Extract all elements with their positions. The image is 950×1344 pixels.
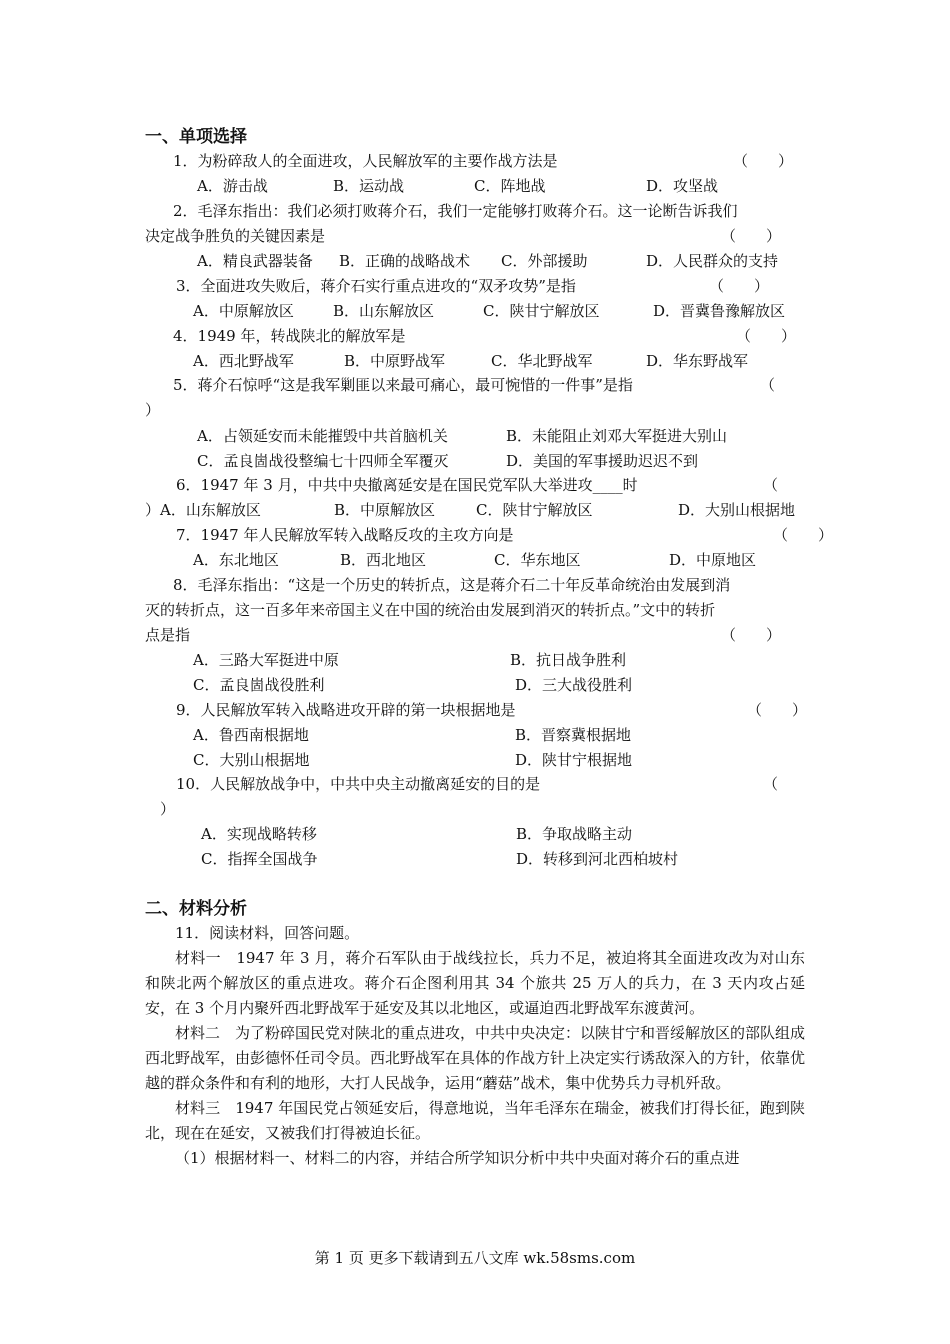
q10-option-c: C．指挥全国战争: [201, 850, 318, 868]
q7-option-a: A．东北地区: [193, 551, 279, 569]
q11-subquestion-1: （1）根据材料一、材料二的内容，并结合所学知识分析中共中央面对蒋介石的重点进: [175, 1149, 740, 1167]
q5-option-d: D．美国的军事援助迟迟不到: [506, 452, 699, 470]
q8-stem-line2: 灭的转折点，这一百多年来帝国主义在中国的统治由发展到消灭的转折点。”文中的转折: [145, 601, 716, 619]
q9-bracket: （ ）: [747, 701, 808, 719]
q5-stem: 5．蒋介石惊呼“这是我军剿匪以来最可痛心，最可惋惜的一件事”是指: [173, 376, 633, 394]
q10-option-a: A．实现战略转移: [201, 825, 317, 843]
q3-option-b: B．山东解放区: [333, 302, 435, 320]
q10-bracket-close: ）: [160, 800, 176, 818]
q4-option-a: A．西北野战军: [193, 352, 294, 370]
q8-option-b: B．抗日战争胜利: [510, 651, 627, 669]
q1-option-c: C．阵地战: [474, 177, 546, 195]
q6-bracket-close: ）: [145, 501, 161, 519]
q1-option-b: B．运动战: [333, 177, 405, 195]
q8-bracket: （ ）: [721, 626, 782, 644]
q3-stem: 3．全面进攻失败后，蒋介石实行重点进攻的“双矛攻势”是指: [176, 277, 576, 295]
q5-bracket-open: （: [760, 376, 776, 394]
q2-option-c: C．外部援助: [501, 252, 588, 270]
q5-option-c: C．孟良崮战役整编七十四师全军覆灭: [197, 452, 449, 470]
q10-option-d: D．转移到河北西柏坡村: [516, 850, 679, 868]
q8-option-a: A．三路大军挺进中原: [193, 651, 339, 669]
material-2: 材料二 为了粉碎国民党对陕北的重点进攻，中共中央决定：以陕甘宁和晋绥解放区的部队组成西北野战军，由彭德怀任司令员。西北野战军在具体的作战方针上决定实行诱敌深入的方针，依靠优越的群众条件和有利的地形，大打人民战争，运用“蘑菇”战术，集中优势兵力寻机歼敌。: [145, 1024, 806, 1092]
q7-option-b: B．西北地区: [340, 551, 427, 569]
q2-option-a: A．精良武器装备: [197, 252, 313, 270]
q10-option-b: B．争取战略主动: [516, 825, 633, 843]
q2-option-b: B．正确的战略战术: [339, 252, 471, 270]
q9-option-b: B．晋察冀根据地: [515, 726, 632, 744]
q2-bracket: （ ）: [721, 227, 782, 245]
q5-bracket-close: ）: [145, 401, 161, 419]
q8-option-d: D．三大战役胜利: [515, 676, 633, 694]
q6-option-c: C．陕甘宁解放区: [476, 501, 593, 519]
q6-bracket-open: （: [763, 476, 779, 494]
q4-bracket: （ ）: [736, 327, 797, 345]
q8-stem-line3: 点是指: [145, 626, 191, 644]
q11-intro: 11．阅读材料，回答问题。: [175, 924, 360, 942]
q1-bracket: （ ）: [733, 152, 794, 170]
page-footer: 第 1 页 更多下载请到五八文库 wk.58sms.com: [314, 1249, 636, 1267]
material-3: 材料三 1947 年国民党占领延安后，得意地说，当年毛泽东在瑞金，被我们打得长征，跑到陕北，现在在延安，又被我们打得被迫长征。: [145, 1099, 805, 1142]
q1-option-a: A．游击战: [197, 177, 268, 195]
q5-option-a: A．占领延安而未能摧毁中共首脑机关: [197, 427, 448, 445]
q2-stem: 2．毛泽东指出：我们必须打败蒋介石，我们一定能够打败蒋介石。这一论断告诉我们: [173, 202, 738, 220]
q3-option-a: A．中原解放区: [193, 302, 294, 320]
q8-stem: 8．毛泽东指出：“这是一个历史的转折点，这是蒋介石二十年反革命统治由发展到消: [173, 576, 731, 594]
section-2-heading: 二、材料分析: [145, 899, 247, 919]
q4-option-c: C．华北野战军: [491, 352, 593, 370]
q9-option-a: A．鲁西南根据地: [193, 726, 309, 744]
q10-stem: 10．人民解放战争中，中共中央主动撤离延安的目的是: [176, 775, 541, 793]
section-1-heading: 一、单项选择: [145, 127, 247, 147]
q6-option-d: D．大别山根据地: [678, 501, 796, 519]
q1-option-d: D．攻坚战: [646, 177, 719, 195]
q10-bracket-open: （: [763, 775, 779, 793]
q3-bracket: （ ）: [709, 277, 770, 295]
q8-option-c: C．孟良崮战役胜利: [193, 676, 325, 694]
q3-option-d: D．晋冀鲁豫解放区: [653, 302, 786, 320]
q7-option-c: C．华东地区: [494, 551, 581, 569]
q2-stem-line2: 决定战争胜负的关键因素是: [145, 227, 326, 245]
q11-block: [145, 921, 805, 1171]
material-1: 材料一 1947 年 3 月，蒋介石军队由于战线拉长，兵力不足，被迫将其全面进攻改为对山东和陕北两个解放区的重点进攻。蒋介石企图利用其 34 个旅共 25 万人的兵力，在 3 天内攻占延安，在 3 个月内聚歼西北野战军于延安及其以北地区，或逼迫西北野战军东渡黄河。: [145, 949, 805, 1017]
q1-stem: 1．为粉碎敌人的全面进攻，人民解放军的主要作战方法是: [173, 152, 558, 170]
q7-option-d: D．中原地区: [669, 551, 757, 569]
q4-stem: 4．1949 年，转战陕北的解放军是: [173, 327, 406, 345]
q6-option-b: B．中原解放区: [334, 501, 436, 519]
q3-option-c: C．陕甘宁解放区: [483, 302, 600, 320]
q2-option-d: D．人民群众的支持: [646, 252, 779, 270]
q9-stem: 9．人民解放军转入战略进攻开辟的第一块根据地是: [176, 701, 516, 719]
q7-stem: 7．1947 年人民解放军转入战略反攻的主攻方向是: [176, 526, 514, 544]
q9-option-d: D．陕甘宁根据地: [515, 751, 633, 769]
q9-option-c: C．大别山根据地: [193, 751, 310, 769]
q7-bracket: （ ）: [773, 526, 834, 544]
q5-option-b: B．未能阻止刘邓大军挺进大别山: [506, 427, 728, 445]
q4-option-b: B．中原野战军: [344, 352, 446, 370]
q4-option-d: D．华东野战军: [646, 352, 749, 370]
q6-option-a: A．山东解放区: [160, 501, 261, 519]
q6-stem: 6．1947 年 3 月，中共中央撤离延安是在国民党军队大举进攻____时: [176, 476, 638, 494]
